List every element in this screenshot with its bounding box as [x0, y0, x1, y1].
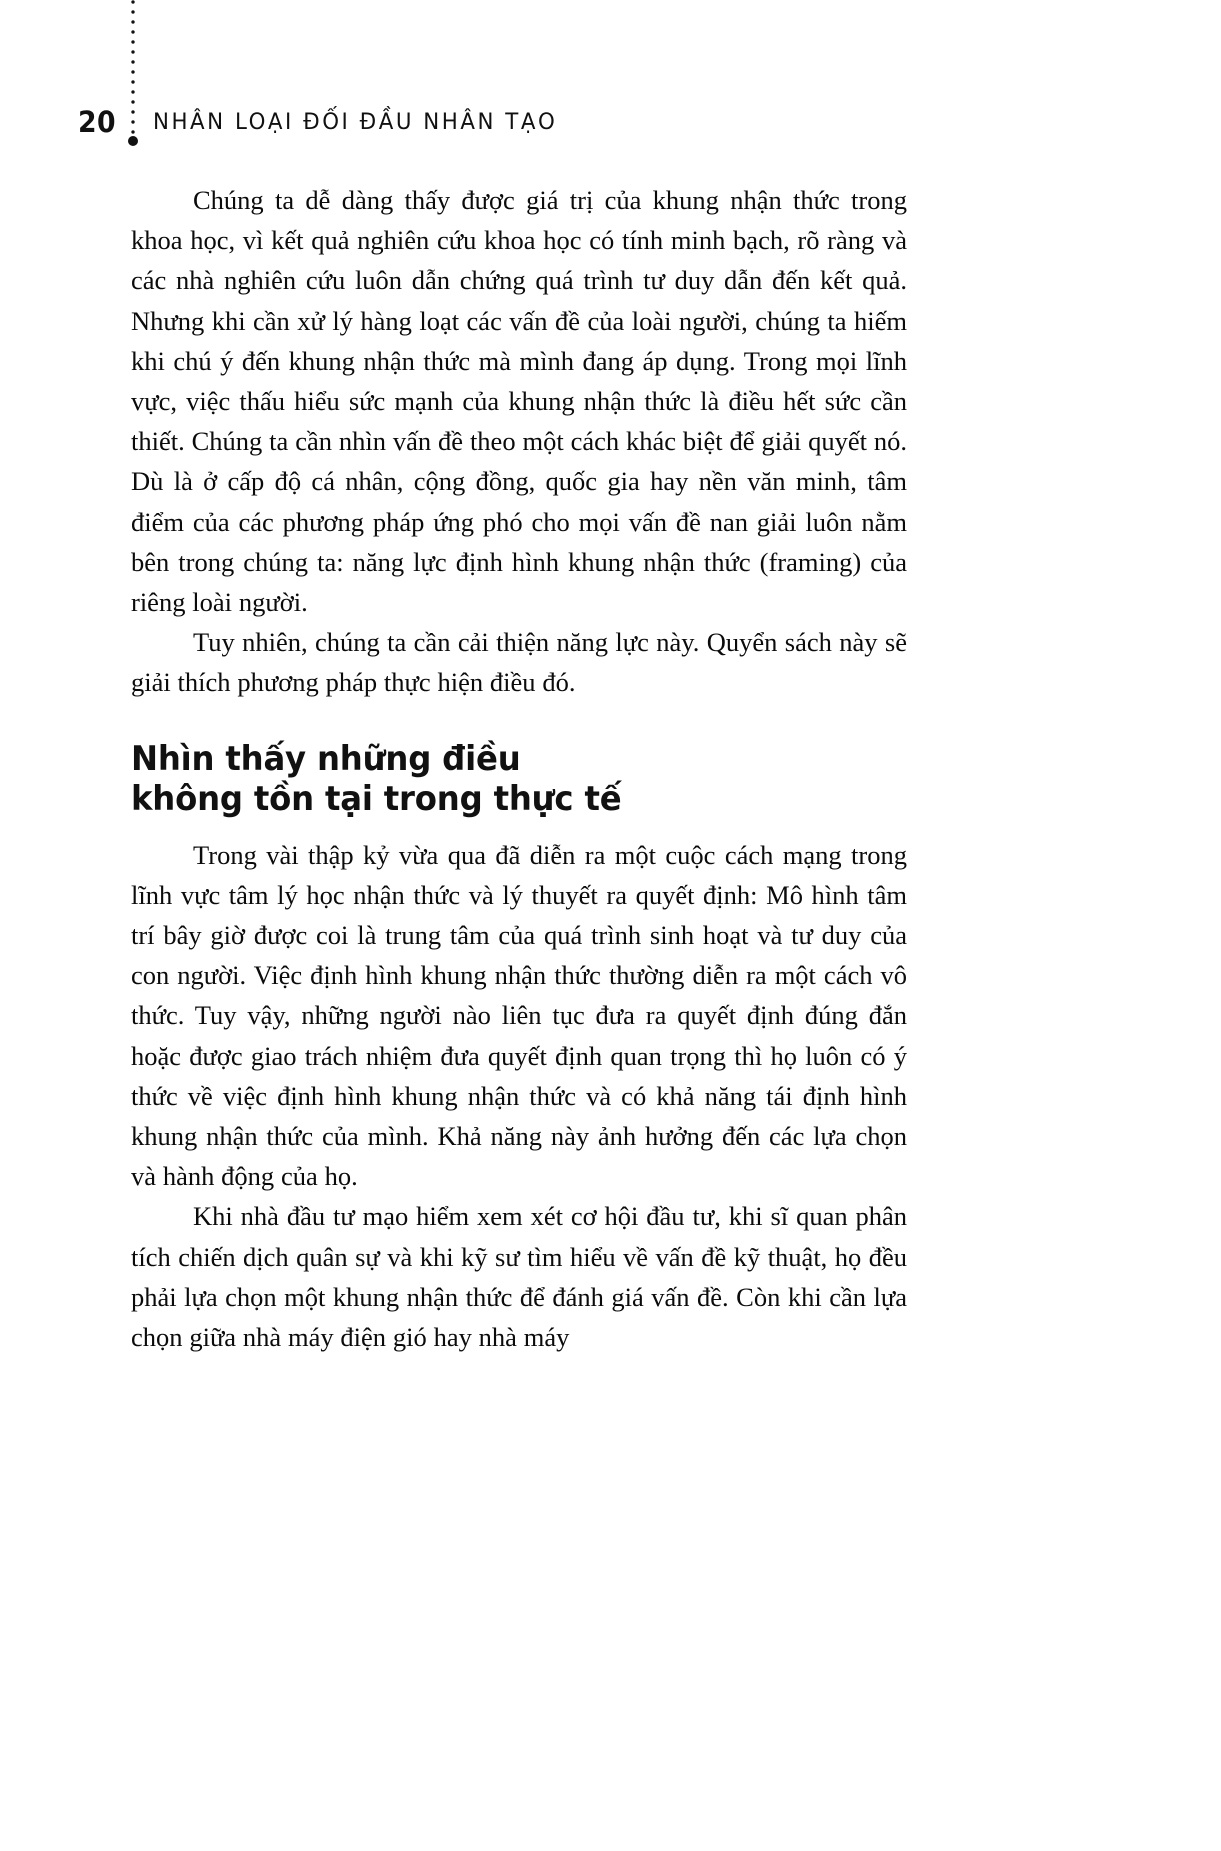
paragraph: Chúng ta dễ dàng thấy được giá trị của khung nhận thức trong khoa học, vì kết quả nghiên cứu khoa học có tính minh bạch, rõ ràng và các nhà nghiên cứu luôn dẫn chứng quá trình tư duy dẫn đến kết quả. Nhưng khi cần xử lý hàng loạt các vấn đề của loài người, chúng ta hiếm khi chú ý đến khung nhận thức mà mình đang áp dụng. Trong mọi lĩnh vực, việc thấu hiểu sức mạnh của khung nhận thức là điều hết sức cần thiết. Chúng ta cần nhìn vấn đề theo một cách khác biệt để giải quyết nó. Dù là ở cấp độ cá nhân, cộng đồng, quốc gia hay nền văn minh, tâm điểm của các phương pháp ứng phó cho mọi vấn đề nan giải luôn nằm bên trong chúng ta: năng lực định hình khung nhận thức (framing) của riêng loài người. [131, 185, 907, 618]
running-head [0, 0, 1221, 160]
paragraph: Trong vài thập kỷ vừa qua đã diễn ra một cuộc cách mạng trong lĩnh vực tâm lý học nhận thức và lý thuyết ra quyết định: Mô hình tâm trí bây giờ được coi là trung tâm của quá trình sinh hoạt và tư duy của con người. Việc định hình khung nhận thức thường diễn ra một cách vô thức. Tuy vậy, những người nào liên tục đưa ra quyết định đúng đắn hoặc được giao trách nhiệm đưa quyết định quan trọng thì họ luôn có ý thức về việc định hình khung nhận thức và có khả năng tái định hình khung nhận thức của mình. Khả năng này ảnh hưởng đến các lựa chọn và hành động của họ. [131, 839, 907, 1192]
section-heading [131, 703, 868, 835]
rule-end-dot-icon [128, 136, 138, 146]
running-title: NHÂN LOẠI ĐỐI ĐẦU NHÂN TẠO [153, 110, 558, 135]
section-heading-line-2: không tồn tại trong thực tế [131, 778, 622, 819]
text-column [131, 180, 907, 1357]
paragraph: Tuy nhiên, chúng ta cần cải thiện năng lực này. Quyển sách này sẽ giải thích phương pháp thực hiện điều đó. [131, 627, 907, 698]
dotted-vertical-rule [131, 0, 135, 140]
page-number: 20 [78, 105, 117, 139]
section-heading-line-1: Nhìn thấy những điều [131, 738, 521, 779]
paragraph: Khi nhà đầu tư mạo hiểm xem xét cơ hội đầu tư, khi sĩ quan phân tích chiến dịch quân sự và khi kỹ sư tìm hiểu về vấn đề kỹ thuật, họ đều phải lựa chọn một khung nhận thức để đánh giá vấn đề. Còn khi cần lựa chọn giữa nhà máy điện gió hay nhà máy [131, 1201, 907, 1353]
